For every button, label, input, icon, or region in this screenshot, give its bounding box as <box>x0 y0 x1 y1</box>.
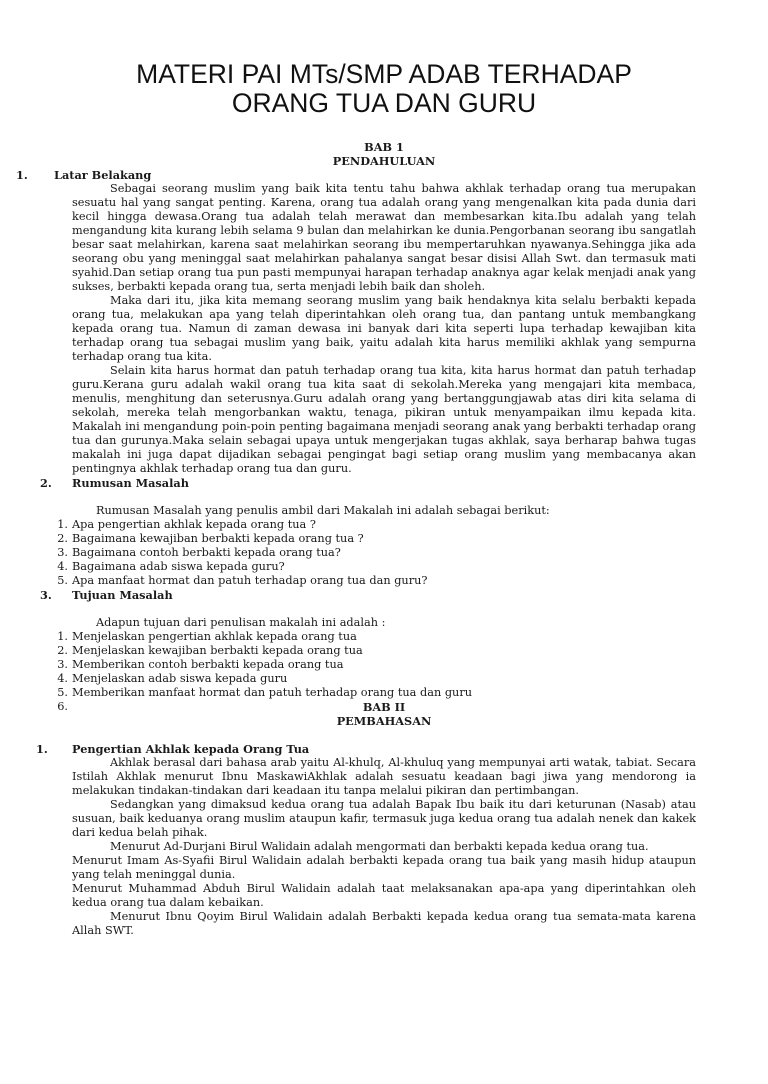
section-number: 3. <box>40 588 52 602</box>
akhlak-paragraph-2: Sedangkan yang dimaksud kedua orang tua adalah Bapak Ibu baik itu dari keturunan (Nasab) atau susuan, baik keduanya orang muslim ataupun kafir, termasuk juga kedua orang tua adalah nenek dan kakek dari kedua belah pihak. <box>72 798 696 839</box>
list-item <box>57 630 696 644</box>
section-number: 2. <box>40 476 52 490</box>
akhlak-paragraph-3: Menurut Ad-Durjani Birul Walidain adalah mengormati dan berbakti kepada kedua orang tua. <box>110 840 649 853</box>
list-item <box>57 518 696 532</box>
list-item-number: 1. <box>57 630 68 643</box>
section-latar-belakang <box>16 168 696 182</box>
section-pengertian-akhlak <box>36 742 696 756</box>
section-title: Latar Belakang <box>54 168 152 182</box>
list-item-text: Bagaimana adab siswa kepada guru? <box>72 560 285 573</box>
list-item-number: 5. <box>57 574 68 587</box>
list-item <box>57 686 696 700</box>
document-page <box>0 60 768 1084</box>
list-item-text: Menjelaskan pengertian akhlak kepada orang tua <box>72 630 357 643</box>
section-number: 1. <box>36 742 48 756</box>
list-item <box>57 644 696 658</box>
list-item <box>57 658 696 672</box>
akhlak-paragraph-5: Menurut Muhammad Abduh Birul Walidain adalah taat melaksanakan apa-apa yang diperintahkan oleh kedua orang tua dalam kebaikan. <box>72 882 696 909</box>
akhlak-paragraph-6: Menurut Ibnu Qoyim Birul Walidain adalah Berbakti kepada kedua orang tua semata-mata karena Allah SWT. <box>72 910 696 937</box>
list-item-number: 5. <box>57 686 68 699</box>
list-item-text: Memberikan manfaat hormat dan patuh terhadap orang tua dan guru <box>72 686 473 699</box>
section-rumusan-masalah <box>40 476 696 490</box>
latar-paragraph-1: Sebagai seorang muslim yang baik kita tentu tahu bahwa akhlak terhadap orang tua merupakan sesuatu hal yang sangat penting. Karena, orang tua adalah orang yang mengenalkan kita pada dunia dari kecil hingga dewasa.Orang tua adalah telah merawat dan membesarkan kita.Ibu adalah yang telah mengandung kita kurang lebih selama 9 bulan dan melahirkan ke dunia.Pengorbanan seorang ibu sangatlah besar saat melahirkan, karena saat melahirkan seorang ibu mempertaruhkan nyawanya.Sehingga jika ada seorang obu yang meninggal saat melahirkan pahalanya sangat besar disisi Allah Swt. dan termasuk mati syahid.Dan setiap orang tua pun pasti mempunyai harapan terhadap anaknya agar kelak menjadi anak yang sukses, berbakti kepada orang tua, serta menjadi lebih baik dan sholeh. <box>72 182 696 293</box>
list-item <box>57 546 696 560</box>
list-item <box>57 574 696 588</box>
section-number: 1. <box>16 168 28 182</box>
list-item-text: Bagaimana contoh berbakti kepada orang tua? <box>72 546 341 559</box>
section-title: Rumusan Masalah <box>72 476 189 490</box>
list-item <box>57 532 696 546</box>
list-item-number: 4. <box>57 672 68 685</box>
tujuan-intro: Adapun tujuan dari penulisan makalah ini adalah : <box>96 616 386 629</box>
rumusan-intro: Rumusan Masalah yang penulis ambil dari Makalah ini adalah sebagai berikut: <box>96 504 550 517</box>
list-item-text: Apa manfaat hormat dan patuh terhadap orang tua dan guru? <box>72 574 428 587</box>
latar-paragraph-2: Maka dari itu, jika kita memang seorang muslim yang baik hendaknya kita selalu berbakti kepada orang tua, melakukan apa yang telah diperintahkan oleh orang tua, dan pantang untuk membangkang kepada orang tua. Namun di zaman dewasa ini banyak dari kita seperti lupa terhadap kewajiban kita terhadap orang tua sebagai muslim yang baik, yaitu adalah kita harus memiliki akhlak yang sempurna terhadap orang tua kita. <box>72 294 696 363</box>
list-item-number: 2. <box>57 644 68 657</box>
list-item-text: Bagaimana kewajiban berbakti kepada orang tua ? <box>72 532 364 545</box>
bab2-name: PEMBAHASAN <box>336 714 432 728</box>
list-item-number: 4. <box>57 560 68 573</box>
akhlak-paragraph-1: Akhlak berasal dari bahasa arab yaitu Al-khulq, Al-khuluq yang mempunyai arti watak, tabiat. Secara Istilah Akhlak menurut Ibnu MaskawiAkhlak adalah sesuatu keadaan bagi jiwa yang mendorong ia melakukan tindakan-tindakan dari keadaan itu tanpa melalui pikiran dan pertimbangan. <box>72 756 696 797</box>
list-item-number: 1. <box>57 518 68 531</box>
section-title: Tujuan Masalah <box>72 588 173 602</box>
latar-paragraph-3: Selain kita harus hormat dan patuh terhadap orang tua kita, kita harus hormat dan patuh terhadap guru.Kerana guru adalah wakil orang tua kita saat di sekolah.Mereka yang mengajari kita membaca, menulis, menghitung dan seterusnya.Guru adalah orang yang bertanggungjawab atas diri kita selama di sekolah, mereka telah mengorbankan waktu, tenaga, pikiran untuk menyampaikan ilmu kepada kita. Makalah ini mengandung poin-poin penting bagaimana menjadi seorang anak yang berbakti terhadap orang tua dan gurunya.Maka selain sebagai upaya untuk mengerjakan tugas akhlak, saya berharap bahwa tugas makalah ini juga dapat dijadikan sebagai pengingat bagi setiap orang muslim yang membacanya akan pentingnya akhlak terhadap orang tua dan guru. <box>72 364 696 475</box>
list-item-number: 2. <box>57 532 68 545</box>
section-title: Pengertian Akhlak kepada Orang Tua <box>72 742 310 756</box>
list-item-text: Memberikan contoh berbakti kepada orang tua <box>72 658 344 671</box>
bab2-label: BAB II <box>362 700 406 714</box>
bab1-name: PENDAHULUAN <box>332 154 436 168</box>
list-item-number: 6. <box>57 700 68 713</box>
list-item-number: 3. <box>57 546 68 559</box>
list-item <box>57 560 696 574</box>
rumusan-list <box>57 518 696 588</box>
document-title <box>72 60 696 118</box>
list-item <box>57 672 696 686</box>
bab1-label: BAB 1 <box>364 140 404 154</box>
list-item-number: 3. <box>57 658 68 671</box>
akhlak-paragraph-4: Menurut Imam As-Syafii Birul Walidain adalah berbakti kepada orang tua baik yang masih hidup ataupun yang telah meninggal dunia. <box>72 854 696 881</box>
section-tujuan-masalah <box>40 588 696 602</box>
list-item-text: Apa pengertian akhlak kepada orang tua ? <box>72 518 316 531</box>
title-line-1: MATERI PAI MTs/SMP ADAB TERHADAP <box>136 59 632 89</box>
list-item-text: Menjelaskan adab siswa kepada guru <box>72 672 288 685</box>
title-line-2: ORANG TUA DAN GURU <box>231 88 537 118</box>
list-item-text: Menjelaskan kewajiban berbakti kepada orang tua <box>72 644 363 657</box>
